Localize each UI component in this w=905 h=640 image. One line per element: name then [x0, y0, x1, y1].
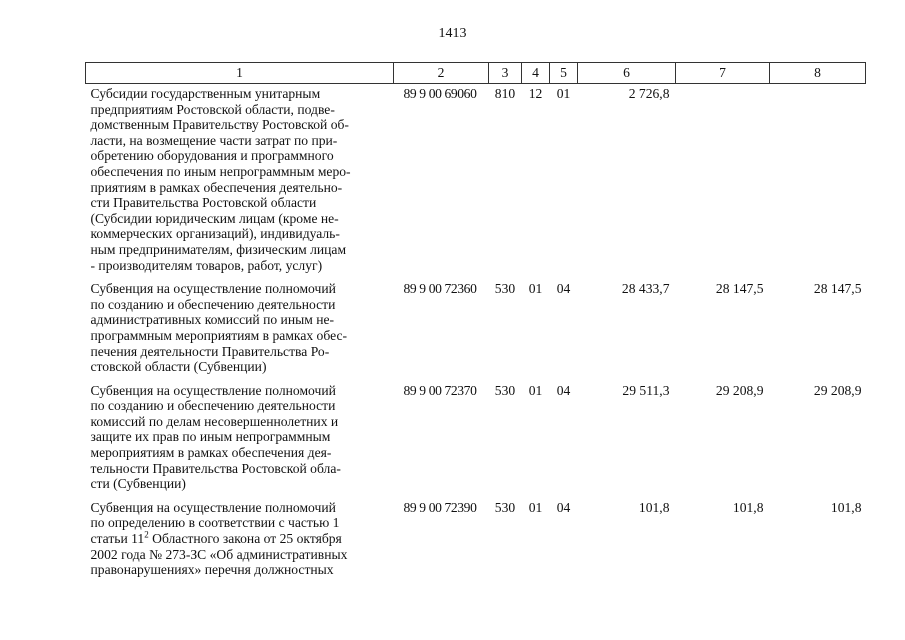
- description-line: тельности Правительства Ростовской обла-: [90, 460, 341, 476]
- header-col-5: 5: [550, 63, 578, 84]
- description-line: обретению оборудования и программного: [90, 148, 334, 164]
- row-value-8: 29 208,9: [813, 382, 862, 398]
- table-row: [86, 84, 866, 280]
- row-code: 89 9 00 72370: [403, 382, 477, 398]
- description-line: предприятиям Ростовской области, подве-: [90, 101, 335, 117]
- row-description: [86, 498, 394, 584]
- description-line: коммерческих организаций), индивидуаль-: [90, 226, 340, 242]
- description-line: печения деятельности Правительства Ро-: [90, 343, 330, 359]
- row-value-8: 101,8: [830, 499, 862, 515]
- row-description: [86, 381, 394, 498]
- description-line: Субвенция на осуществление полномочий: [90, 382, 336, 398]
- description-line: домственным Правительству Ростовской об-: [90, 117, 349, 133]
- description-line: (Субсидии юридическим лицам (кроме не-: [90, 210, 339, 226]
- header-col-2: 2: [394, 63, 489, 84]
- row-value-8: [770, 84, 866, 280]
- budget-table: [85, 62, 866, 584]
- table-row: [86, 498, 866, 584]
- description-line: сти (Субвенции): [90, 476, 186, 492]
- row-description: [86, 84, 394, 280]
- description-line: ласти, на возмещение части затрат по при-: [90, 132, 338, 148]
- description-line: статьи $11^2$ Областного закона от 25 октября: [90, 529, 342, 547]
- row-pr: 01: [556, 86, 571, 101]
- header-col-4: 4: [522, 63, 550, 84]
- row-vr: 530: [494, 382, 516, 398]
- description-line: обеспечения по иным непрограммным меро-: [90, 163, 351, 179]
- row-rz: 01: [528, 499, 543, 515]
- description-line: 2002 года № 273-ЗС «Об административных: [90, 546, 348, 562]
- description-line: комиссий по делам несовершеннолетних и: [90, 413, 339, 429]
- header-col-8: 8: [770, 63, 866, 84]
- row-vr: 530: [494, 281, 516, 297]
- header-col-7: 7: [676, 63, 770, 84]
- row-code: 89 9 00 72360: [403, 281, 477, 297]
- page-number: 1413: [438, 26, 467, 41]
- table-body: [86, 84, 866, 584]
- header-col-3: 3: [489, 63, 522, 84]
- table-row: [86, 381, 866, 498]
- row-code: 89 9 00 69060: [403, 86, 477, 101]
- header-col-1: 1: [86, 63, 394, 84]
- description-line: правонарушениях» перечня должностных: [90, 562, 334, 578]
- row-value-6: 29 511,3: [622, 382, 670, 398]
- row-vr: 530: [494, 499, 516, 515]
- description-line: Субвенция на осуществление полномочий: [90, 281, 336, 297]
- table-header: [86, 63, 866, 84]
- row-pr: 04: [556, 499, 571, 515]
- row-pr: 04: [556, 382, 571, 398]
- row-rz: 12: [528, 86, 543, 101]
- description-line: по определению в соответствии с частью 1: [90, 515, 340, 531]
- description-line: - производителям товаров, работ, услуг): [90, 257, 323, 273]
- description-line: ным предпринимателям, физическим лицам: [90, 241, 347, 257]
- description-line: Субсидии государственным унитарным: [90, 86, 321, 101]
- row-value-8: 28 147,5: [813, 281, 862, 297]
- description-line: стовской области (Субвенции): [90, 359, 267, 375]
- description-line: мероприятиям в рамках обеспечения дея-: [90, 445, 332, 461]
- row-vr: 810: [494, 86, 516, 101]
- row-value-6: 101,8: [638, 499, 670, 515]
- row-value-7: 101,8: [732, 499, 764, 515]
- row-description: [86, 279, 394, 381]
- row-value-6: 28 433,7: [621, 281, 670, 297]
- row-value-7: 29 208,9: [715, 382, 764, 398]
- superscript: 2: [144, 529, 149, 540]
- header-col-6: 6: [578, 63, 676, 84]
- description-line: приятиям в рамках обеспечения деятельно-: [90, 179, 343, 195]
- row-code: 89 9 00 72390: [403, 499, 477, 515]
- description-line: по созданию и обеспечению деятельности: [90, 398, 336, 414]
- description-line: Субвенция на осуществление полномочий: [90, 499, 336, 515]
- description-line: административных комиссий по иным не-: [90, 312, 335, 328]
- description-line: программным мероприятиям в рамках обес-: [90, 327, 348, 343]
- row-value-7: [676, 84, 770, 280]
- row-rz: 01: [528, 382, 543, 398]
- row-value-7: 28 147,5: [715, 281, 764, 297]
- description-line: сти Правительства Ростовской области: [90, 195, 317, 211]
- row-pr: 04: [556, 281, 571, 297]
- row-value-6: 2 726,8: [628, 86, 670, 101]
- table-row: [86, 279, 866, 381]
- row-rz: 01: [528, 281, 543, 297]
- description-line: защите их прав по иным непрограммным: [90, 429, 331, 445]
- header-row: [86, 63, 866, 84]
- description-line: по созданию и обеспечению деятельности: [90, 296, 336, 312]
